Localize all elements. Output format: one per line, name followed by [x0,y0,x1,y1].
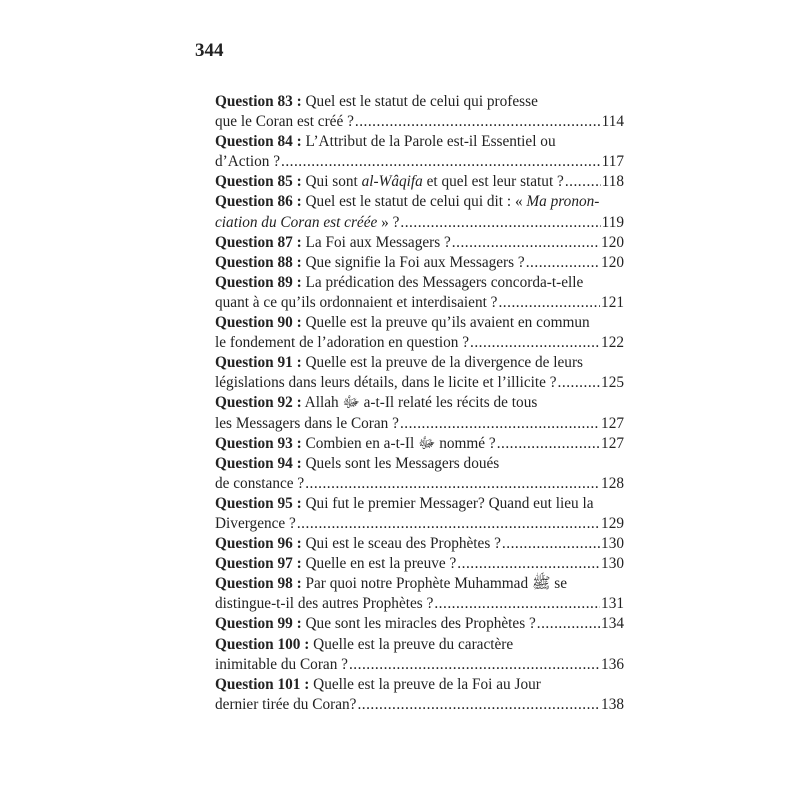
toc-entry-text [215,414,399,434]
question-label: Question 95 : [215,494,302,512]
toc-page-number: 127 [601,434,624,452]
question-label: Question 89 : [215,273,302,291]
toc-page-number: 134 [601,615,624,633]
toc-entry-text [215,514,296,534]
question-label: Question 90 : [215,314,302,332]
dot-leader [434,594,600,614]
toc-entry-text [215,132,556,152]
toc-page-number: 130 [601,535,624,553]
toc-entry-text [215,353,583,373]
dot-leader [349,655,600,675]
toc-text-segment: inimitable du Coran ? [215,655,348,673]
toc-entry-line [215,393,624,413]
toc-entry [215,554,624,574]
toc-page-number: 119 [601,213,624,231]
question-label: Question 87 : [215,233,302,251]
toc-entry-line [215,474,624,494]
toc-entry [215,614,624,634]
page-number: 344 [195,40,224,61]
toc-page-number: 127 [601,414,624,432]
toc-entry-text [215,152,280,172]
dot-leader [400,414,600,434]
toc-entry-line [215,373,624,393]
toc-entry-text [215,172,564,192]
question-label: Question 86 : [215,193,302,211]
toc-entry-line [215,132,624,152]
toc-text-segment: Quelle est la preuve de la Foi au Jour [309,675,541,693]
toc-text-segment: d’Action ? [215,153,280,171]
toc-text-segment: Quelle en est la preuve ? [301,555,457,573]
toc-entry-text [215,373,557,393]
toc-entry-line [215,614,624,634]
toc-entry-text [215,534,501,554]
toc-entry-line [215,675,624,695]
toc-text-segment: al-Wâqifa [361,173,423,191]
toc-entry-line [215,213,624,233]
toc-entry [215,313,624,353]
toc-entry [215,353,624,393]
dot-leader [497,434,600,454]
toc-entry [215,393,624,433]
dot-leader [357,695,600,715]
question-label: Question 101 : [215,675,310,693]
toc-text-segment: Que signifie la Foi aux Messagers ? [301,253,525,271]
toc-entry-line [215,253,624,273]
toc-entry-text [215,293,497,313]
dot-leader [565,172,601,192]
toc-entry [215,132,624,172]
toc-text-segment: Quels sont les Messagers doués [301,454,500,472]
toc-text-segment: distingue-t-il des autres Prophètes ? [215,595,434,613]
toc-entry-line [215,574,624,594]
toc-entry-text [215,393,537,413]
dot-leader [452,233,600,253]
question-label: Question 97 : [215,555,302,573]
dot-leader [281,152,601,172]
toc-text-segment: Qui sont [301,173,362,191]
toc-page-number: 129 [601,514,624,532]
toc-entry-text [215,112,354,132]
toc-entry [215,233,624,253]
toc-entry-line [215,192,624,212]
toc-page-number: 120 [601,233,624,251]
toc-text-segment: Quel est le statut de celui qui dit : « [301,193,527,211]
toc-entry [215,192,624,232]
toc-page-number: 125 [601,374,624,392]
dot-leader [355,112,601,132]
dot-leader [498,293,600,313]
toc-entry-text [215,574,567,594]
toc-text-segment: » ? [377,213,400,231]
toc-entry [215,172,624,192]
toc-entry-line [215,594,624,614]
toc-text-segment: le fondement de l’adoration en question ? [215,334,470,352]
toc-entry-line [215,92,624,112]
toc-text-segment: Qui est le sceau des Prophètes ? [301,535,501,553]
toc-entry-line [215,273,624,293]
toc-entry [215,574,624,614]
toc-entry-line [215,554,624,574]
question-label: Question 84 : [215,133,302,151]
toc-entry [215,273,624,313]
toc-entry-line [215,695,624,715]
question-label: Question 91 : [215,354,302,372]
toc-entry-line [215,233,624,253]
toc-entry-text [215,253,525,273]
toc-entry [215,454,624,494]
toc-entry [215,675,624,715]
table-of-contents [215,92,624,715]
toc-text-segment: Quelle est la preuve du caractère [309,635,514,653]
toc-text-segment: La Foi aux Messagers ? [301,233,451,251]
toc-text-segment: ciation du Coran est créée [215,213,378,231]
question-label: Question 98 : [215,575,302,593]
toc-text-segment: les Messagers dans le Coran ? [215,414,399,432]
toc-entry-text [215,695,356,715]
dot-leader [558,373,601,393]
question-label: Question 100 : [215,635,310,653]
toc-entry-text [215,313,590,333]
toc-page-number: 118 [601,173,624,191]
toc-entry-text [215,635,513,655]
dot-leader [526,253,600,273]
toc-entry-text [215,434,496,454]
toc-page-number: 136 [601,655,624,673]
toc-text-segment: quant à ce qu’ils ordonnaient et interdisaient ? [215,293,498,311]
toc-entry-text [215,273,583,293]
toc-entry [215,253,624,273]
toc-page-number: 130 [601,555,624,573]
toc-entry-line [215,333,624,353]
toc-text-segment: de constance ? [215,474,305,492]
toc-page-number: 138 [601,695,624,713]
toc-page-number: 120 [601,253,624,271]
toc-entry-text [215,675,541,695]
toc-entry-line [215,454,624,474]
question-label: Question 88 : [215,253,302,271]
dot-leader [457,554,600,574]
toc-entry-line [215,534,624,554]
toc-page-number: 122 [601,334,624,352]
toc-page-number: 131 [601,595,624,613]
toc-entry [215,494,624,534]
toc-page-number: 114 [601,113,624,131]
question-label: Question 83 : [215,93,302,110]
toc-entry-text [215,454,499,474]
dot-leader [470,333,600,353]
toc-text-segment: et quel est leur statut ? [422,173,564,191]
toc-entry-text [215,474,304,494]
toc-text-segment: Par quoi notre Prophète Muhammad ﷺ se [301,575,568,593]
toc-page-number: 117 [601,153,624,171]
toc-entry-text [215,614,536,634]
toc-entry [215,635,624,675]
toc-text-segment: Ma pronon- [526,193,600,211]
dot-leader [400,213,600,233]
dot-leader [537,614,600,634]
toc-entry-line [215,635,624,655]
dot-leader [305,474,600,494]
toc-entry-line [215,514,624,534]
dot-leader [297,514,600,534]
toc-entry-text [215,92,538,112]
toc-text-segment: Que sont les miracles des Prophètes ? [301,615,536,633]
toc-page-number: 128 [601,474,624,492]
toc-entry [215,534,624,554]
toc-text-segment: Combien en a-t-Il ﷻ nommé ? [301,434,496,452]
toc-entry-line [215,313,624,333]
question-label: Question 99 : [215,615,302,633]
toc-text-segment: Quelle est la preuve de la divergence de leurs [301,354,583,372]
question-label: Question 94 : [215,454,302,472]
toc-entry-text [215,494,594,514]
toc-entry [215,92,624,132]
toc-text-segment: législations dans leurs détails, dans le licite et l’illicite ? [215,374,557,392]
toc-text-segment: que le Coran est créé ? [215,113,354,131]
toc-entry-text [215,213,399,233]
toc-entry-text [215,594,433,614]
toc-text-segment: Divergence ? [215,514,296,532]
toc-text-segment: Qui fut le premier Messager? Quand eut lieu la [301,494,594,512]
toc-text-segment: La prédication des Messagers concorda-t-elle [301,273,584,291]
toc-entry-line [215,655,624,675]
toc-text-segment: L’Attribut de la Parole est-il Essentiel ou [301,133,556,151]
question-label: Question 93 : [215,434,302,452]
toc-entry-line [215,172,624,192]
question-label: Question 96 : [215,535,302,553]
toc-entry-line [215,152,624,172]
toc-text-segment: Quelle est la preuve qu’ils avaient en commun [301,314,590,332]
toc-entry-line [215,353,624,373]
toc-entry-line [215,434,624,454]
question-label: Question 92 : [215,394,302,412]
toc-text-segment: Allah ﷻ a-t-Il relaté les récits de tous [301,394,538,412]
dot-leader [502,534,600,554]
toc-entry-text [215,192,599,212]
toc-entry [215,434,624,454]
toc-entry-line [215,112,624,132]
toc-entry-text [215,333,469,353]
toc-entry-line [215,293,624,313]
toc-entry-line [215,414,624,434]
toc-text-segment: Quel est le statut de celui qui professe [301,93,538,110]
toc-entry-text [215,233,451,253]
toc-page-number: 121 [601,293,624,311]
question-label: Question 85 : [215,173,302,191]
toc-text-segment: dernier tirée du Coran? [215,695,357,713]
toc-entry-line [215,494,624,514]
toc-entry-text [215,554,456,574]
toc-entry-text [215,655,348,675]
